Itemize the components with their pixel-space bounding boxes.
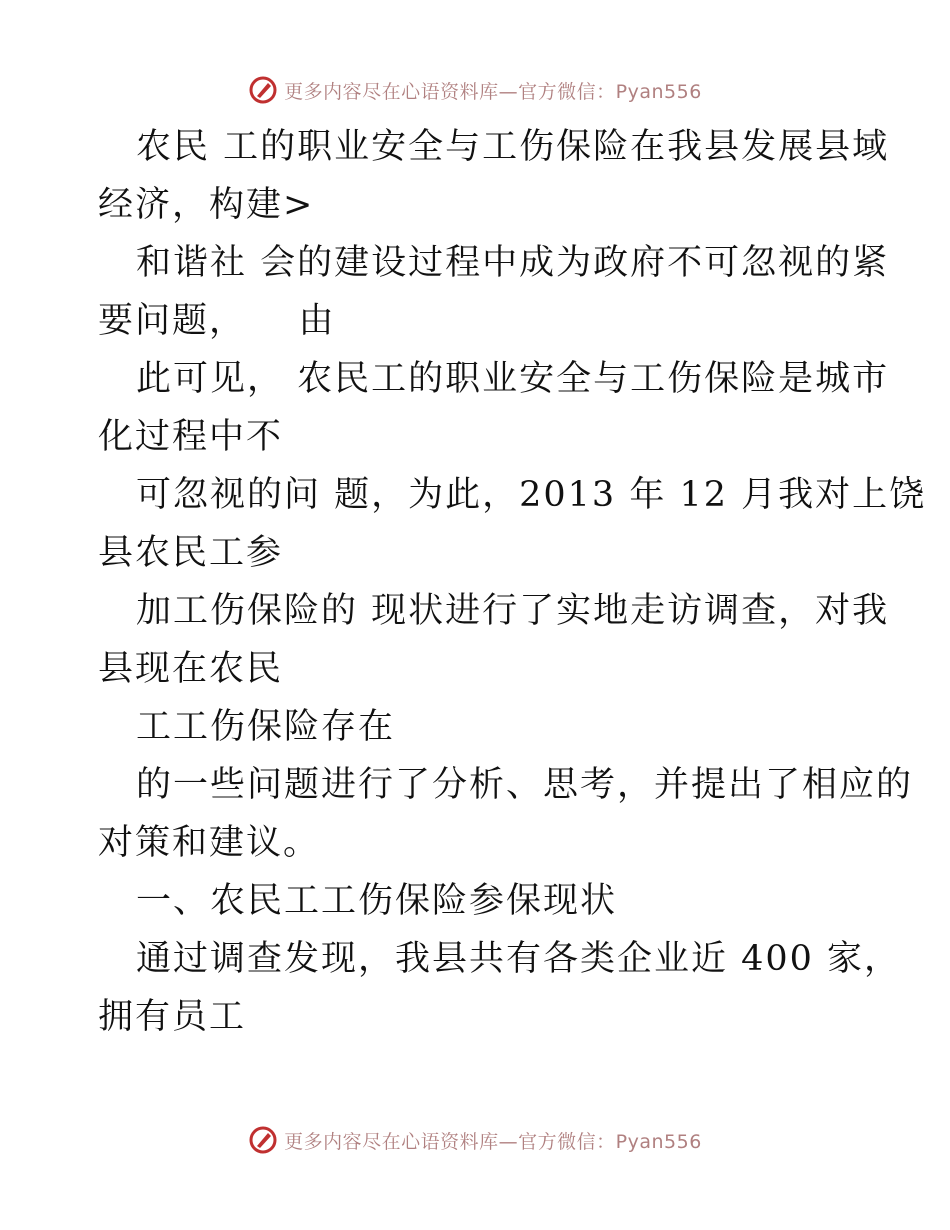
text-line: 化过程中不 <box>98 417 284 457</box>
text-line: 工工伤保险存在 <box>136 707 396 747</box>
text-line: 县现在农民 <box>98 649 284 689</box>
text-line: 可忽视的问 题，为此，2013 年 12 月我对上饶 <box>136 475 927 515</box>
text-line: 要问题， 由 <box>98 301 336 341</box>
text-line: 县农民工参 <box>98 533 284 573</box>
section-heading: 一、农民工工伤保险参保现状 <box>136 881 618 921</box>
text-line: 对策和建议。 <box>98 823 321 863</box>
pen-logo-icon <box>248 75 278 105</box>
text-line: 和谐社 会的建设过程中成为政府不可忽视的紧 <box>136 243 890 283</box>
text-line: 加工伤保险的 现状进行了实地走访调查，对我 <box>136 591 890 631</box>
watermark-text: 更多内容尽在心语资料库—官方微信：Pyan556 <box>284 1130 702 1153</box>
text-line: 此可见， 农民工的职业安全与工伤保险是城市 <box>136 359 890 399</box>
text-line: 通过调查发现，我县共有各类企业近 400 家， <box>136 939 902 979</box>
text-line: 经济，构建> <box>98 185 315 225</box>
text-line: 拥有员工 <box>98 997 247 1037</box>
watermark-text: 更多内容尽在心语资料库—官方微信：Pyan556 <box>284 80 702 103</box>
text-line: 农民 工的职业安全与工伤保险在我县发展县域 <box>136 127 890 167</box>
text-line: 的一些问题进行了分析、思考，并提出了相应的 <box>136 765 914 805</box>
document-body <box>98 118 927 1046</box>
watermark-header <box>0 70 950 110</box>
watermark-footer <box>0 1120 950 1160</box>
pen-logo-icon <box>248 1125 278 1155</box>
